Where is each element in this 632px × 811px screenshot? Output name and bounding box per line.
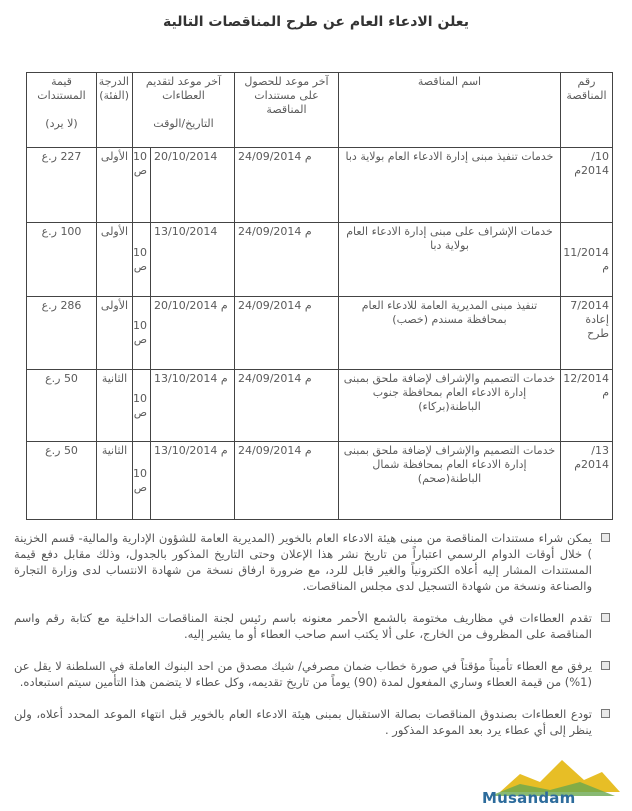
table-row [27,370,613,442]
tenders-table [26,72,613,520]
header-price-sub: (لا يرد) [45,117,78,130]
bids-date: 20/10/2014 [151,148,235,223]
tender-number: 12/2014 م [561,370,613,442]
bids-time: 10 ص [133,297,151,370]
square-bullet-icon [601,613,610,622]
docs-deadline: 24/09/2014 م [235,223,339,297]
tender-name: خدمات الإشراف على مبنى إدارة الادعاء العام بولاية دبا [339,223,561,297]
note-text: يمكن شراء مستندات المناقصة من مبنى هيئة الادعاء العام بالخوير (المديرية العامة للشؤون الإدارية والمالية- قسم الخزينة ) خلال أوقات الدوام الرسمي اعتباراً من تاريخ نشر هذا الإعلان وحتى التاريخ المذكور بالجدول، وذلك مقابل دفع قيمة المستندات المشار إليه أعلاه الكترونياً والغير قابل للرد، مع ضرورة ارفاق نسخة من شهادة الانتساب لدى وزارة التجارة والصناعة ونسخة من شهادة التسجيل لدى مجلس المناقصات. [14,531,592,593]
header-name: اسم المناقصة [339,73,561,148]
docs-price: 100 ر.ع [27,223,97,297]
header-price [27,73,97,148]
site-watermark [480,752,630,807]
bids-date: 20/10/2014 م [151,297,235,370]
table-header-row [27,73,613,148]
header-bids-deadline [133,73,235,148]
tender-name: خدمات تنفيذ مبنى إدارة الادعاء العام بولاية دبا [339,148,561,223]
bids-time: 10 ص [133,370,151,442]
square-bullet-icon [601,661,610,670]
tender-name: تنفيذ مبنى المديرية العامة للادعاء العام بمحافظة مسندم (خصب) [339,297,561,370]
tender-name: خدمات التصميم والإشراف لإضافة ملحق بمبنى إدارة الادعاء العام بمحافظة شمال الباطنة(صحم) [339,442,561,520]
note-item [14,610,612,642]
docs-price: 50 ر.ع [27,442,97,520]
bids-date: 13/10/2014 م [151,442,235,520]
tender-number: 7/2014 إعادة طرح [561,297,613,370]
square-bullet-icon [601,709,610,718]
header-grade-label: الدرجة [98,75,129,88]
header-bids-deadline-sub: التاريخ/الوقت [153,117,214,130]
bids-time: 10 ص [133,148,151,223]
bids-time: 10 ص [133,223,151,297]
note-text: تقدم العطاءات في مظاريف مختومة بالشمع الأحمر معنونه باسم رئيس لجنة المناقصات الداخلية مع كتابة رقم واسم المناقصة على المظروف من الخارج، على ألا يكتب اسم صاحب العطاء أو ما يشير إليه. [14,611,592,641]
table-row [27,442,613,520]
docs-price: 227 ر.ع [27,148,97,223]
tender-grade: الأولى [97,297,133,370]
bids-time: 10 ص [133,442,151,520]
bids-date: 13/10/2014 [151,223,235,297]
header-number: رقم المناقصة [561,73,613,148]
docs-deadline: 24/09/2014 م [235,370,339,442]
note-text: يرفق مع العطاء تأميناً مؤقتاً في صورة خطاب ضمان مصرفي/ شيك مصدق من احد البنوك العاملة في السلطنة لا يقل عن (1%) من قيمة العطاء وساري المفعول لمدة (90) يوماً من تاريخ تقديمه، وكل عطاء لا يتضمن هذا التأمين سيتم استبعاده. [14,659,592,689]
docs-deadline: 24/09/2014 م [235,442,339,520]
note-item [14,658,612,690]
tender-number: 10/ 2014م [561,148,613,223]
tender-name: خدمات التصميم والإشراف لإضافة ملحق بمبنى إدارة الادعاء العام بمحافظة جنوب الباطنة(بركاء) [339,370,561,442]
docs-price: 50 ر.ع [27,370,97,442]
header-bids-deadline-label: آخر موعد لتقديم العطاءات [145,75,222,102]
bids-date: 13/10/2014 م [151,370,235,442]
header-grade [97,73,133,148]
note-item [14,530,612,594]
header-grade-sub: (الفئة) [99,89,129,102]
notes-list [14,530,612,754]
table-row [27,297,613,370]
table-row [27,148,613,223]
table-row [27,223,613,297]
docs-price: 286 ر.ع [27,297,97,370]
header-docs-deadline: آخر موعد للحصول على مستندات المناقصة [235,73,339,148]
tender-grade: الثانية [97,442,133,520]
tender-grade: الأولى [97,148,133,223]
page-title: يعلن الادعاء العام عن طرح المناقصات التالية [163,14,469,30]
docs-deadline: 24/09/2014 م [235,148,339,223]
tender-grade: الثانية [97,370,133,442]
tender-number: 13/ 2014م [561,442,613,520]
note-item [14,706,612,738]
docs-deadline: 24/09/2014 م [235,297,339,370]
header-price-label: قيمة المستندات [37,75,86,102]
tender-grade: الأولى [97,223,133,297]
square-bullet-icon [601,533,610,542]
note-text: تودع العطاءات بصندوق المناقصات بصالة الاستقبال بمبنى هيئة الادعاء العام بالخوير قبل انتهاء الموعد المحدد أعلاه، ولن ينظر إلى أي عطاء يرد بعد الموعد المذكور . [14,707,592,737]
tender-number: 11/2014 م [561,223,613,297]
watermark-text: Musandam [482,789,576,807]
